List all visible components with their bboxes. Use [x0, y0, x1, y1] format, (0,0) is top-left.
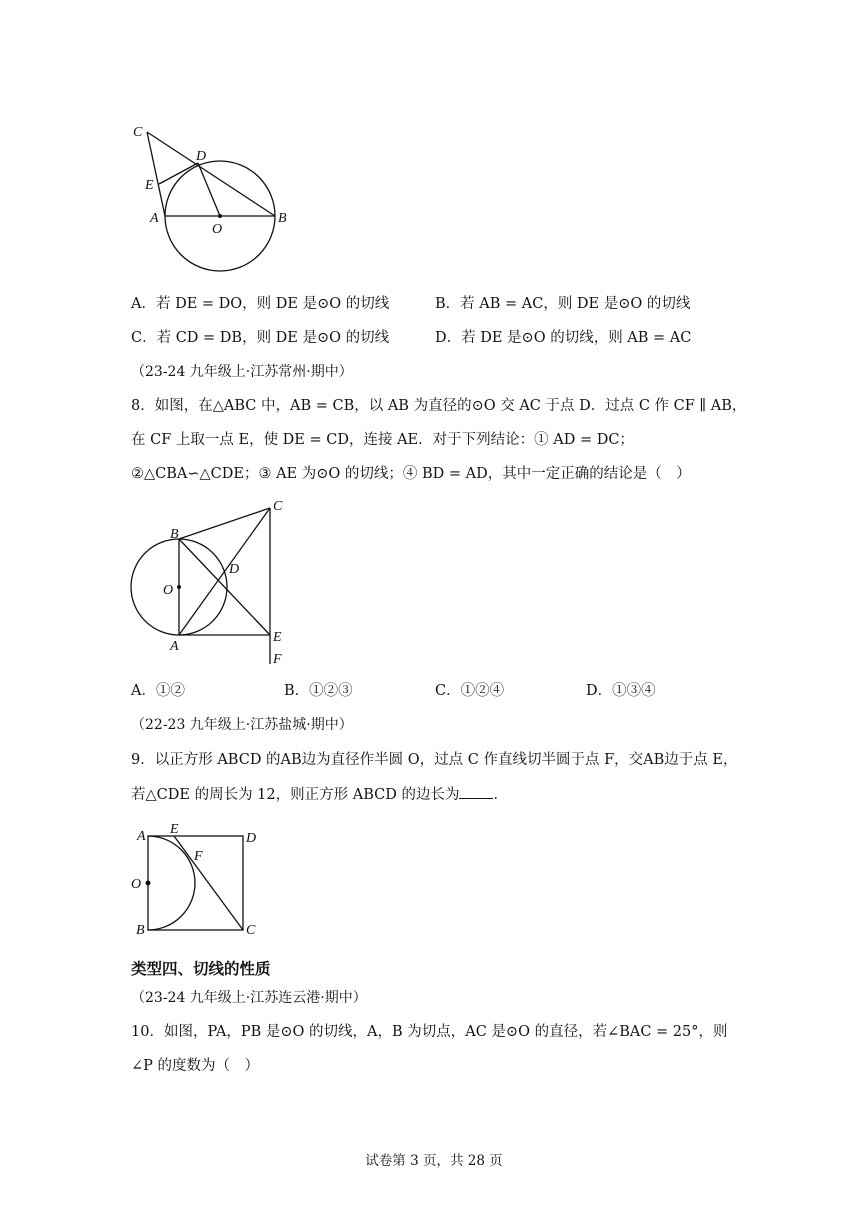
q10-line-1: 10．如图，PA，PB 是⊙O 的切线，A，B 为切点，AC 是⊙O 的直径，若∠BAC = 25°，则 — [131, 1024, 728, 1040]
segment-ca — [147, 132, 165, 216]
figure-q8 — [125, 492, 295, 672]
q9-line-2-end: ． — [493, 787, 508, 803]
segment-ac — [179, 508, 270, 635]
segment-be — [179, 539, 270, 635]
q7-option-a: A．若 DE = DO，则 DE 是⊙O 的切线 — [131, 296, 390, 312]
label-o: O — [131, 877, 142, 892]
figure-q7 — [125, 118, 305, 278]
segment-bc — [179, 508, 270, 539]
q8-option-a: A．①② — [131, 683, 185, 699]
q9-line-1: 9．以正方形 ABCD 的AB边为直径作半圆 O，过点 C 作直线切半圆于点 F，交AB边于点 E， — [131, 752, 738, 768]
label-d: D — [246, 831, 257, 846]
q10-line-2: ∠P 的度数为（ ） — [131, 1058, 260, 1074]
q8-line-2: 在 CF 上取一点 E，使 DE = CD，连接 AE．对于下列结论：① AD = DC； — [131, 432, 634, 448]
label-c: C — [273, 499, 283, 514]
q9-line-2-text: 若△CDE 的周长为 12，则正方形 ABCD 的边长为 — [131, 787, 460, 803]
q8-option-d: D．①③④ — [586, 683, 656, 699]
label-o: O — [212, 222, 223, 237]
center-dot — [177, 585, 181, 589]
label-e: E — [273, 630, 282, 645]
q8-line-3: ②△CBA∽△CDE；③ AE 为⊙O 的切线；④ BD = AD，其中一定正确的结论是（ ） — [131, 466, 691, 482]
label-d: D — [196, 149, 207, 164]
page-footer: 试卷第 3 页，共 28 页 — [365, 1153, 503, 1169]
label-b: B — [170, 527, 179, 542]
label-a: A — [170, 639, 179, 654]
q7-option-d: D．若 DE 是⊙O 的切线，则 AB = AC — [435, 330, 692, 346]
segment-ec — [174, 836, 243, 930]
label-o: O — [163, 583, 174, 598]
q8-source: （23-24 九年级上·江苏常州·期中） — [131, 364, 353, 380]
label-c: C — [246, 923, 256, 938]
label-f: F — [194, 849, 203, 864]
center-dot — [218, 214, 222, 218]
label-e: E — [170, 822, 179, 837]
q8-line-1: 8．如图，在△ABC 中，AB = CB，以 AB 为直径的⊙O 交 AC 于点 D．过点 C 作 CF ∥ AB， — [131, 398, 747, 414]
q9-line-2 — [131, 784, 508, 805]
answer-blank[interactable] — [459, 784, 493, 799]
label-c: C — [133, 125, 143, 140]
label-e: E — [145, 178, 154, 193]
label-b: B — [278, 211, 287, 226]
center-dot — [146, 881, 151, 886]
label-b: B — [136, 923, 145, 938]
section-heading: 类型四、切线的性质 — [131, 960, 271, 978]
q8-option-c: C．①②④ — [435, 683, 505, 699]
label-d: D — [229, 562, 240, 577]
q9-source: （22-23 九年级上·江苏盐城·期中） — [131, 717, 353, 733]
q10-source: （23-24 九年级上·江苏连云港·期中） — [131, 990, 367, 1006]
semicircle-o — [148, 836, 195, 930]
label-a: A — [137, 829, 146, 844]
label-f: F — [273, 652, 282, 667]
figure-q9 — [125, 818, 270, 940]
label-a: A — [150, 211, 159, 226]
segment-do — [198, 163, 220, 216]
q7-option-b: B．若 AB = AC，则 DE 是⊙O 的切线 — [435, 296, 691, 312]
q8-option-b: B．①②③ — [284, 683, 353, 699]
q7-option-c: C．若 CD = DB，则 DE 是⊙O 的切线 — [131, 330, 390, 346]
